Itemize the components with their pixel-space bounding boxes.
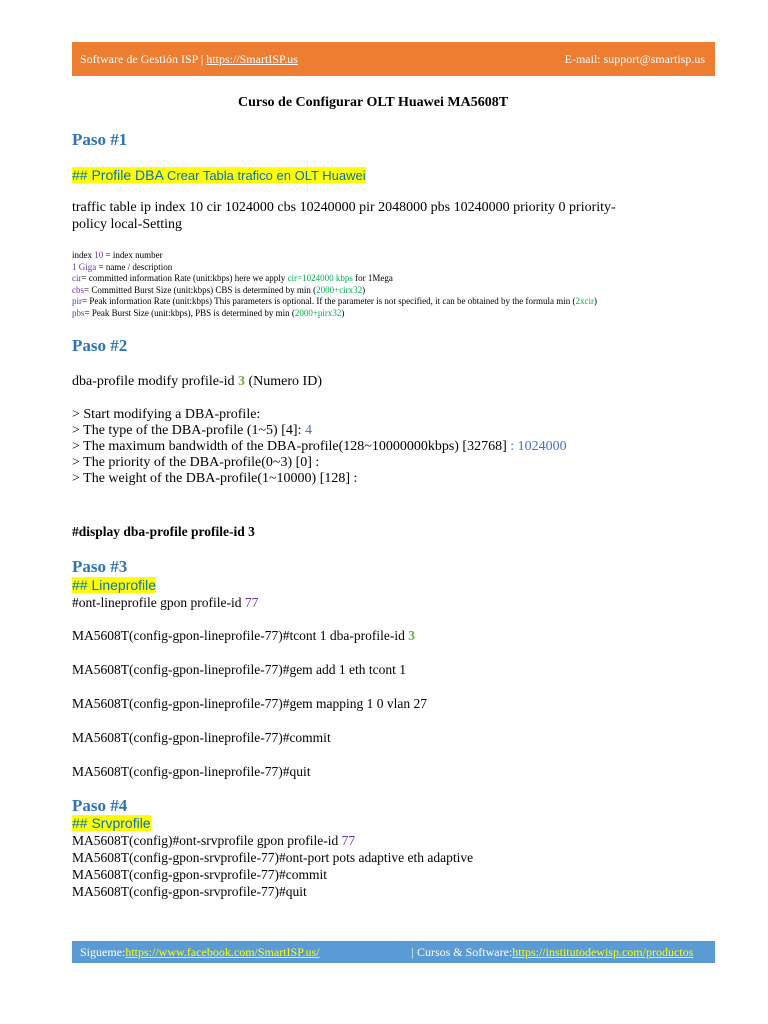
page-footer [72, 941, 715, 963]
paso1-highlight-text: ## Profile DBA Crear Tabla trafico en OLT Huawei [72, 167, 366, 183]
paso3-line1: #ont-lineprofile gpon profile-id 77 [72, 595, 259, 610]
paso2-command: dba-profile modify profile-id 3 (Numero ID) [72, 374, 322, 389]
paso4-line2: MA5608T(config-gpon-srvprofile-77)#ont-port pots adaptive eth adaptive [72, 850, 474, 865]
page-header [72, 42, 715, 76]
note-index: index 10 = index number [72, 250, 163, 260]
note-cbs: cbs= Committed Burst Size (unit:kbps) CBS is determined by min (2000+cirx32) [72, 284, 366, 295]
paso1-notes [72, 250, 597, 319]
paso3-line4: MA5608T(config-gpon-lineprofile-77)#gem mapping 1 0 vlan 27 [72, 696, 428, 711]
paso2-line: > The priority of the DBA-profile(0~3) [0] : [72, 455, 320, 470]
paso2-heading: Paso #2 [72, 336, 128, 355]
paso1-command-line2: policy local-Setting [72, 217, 183, 232]
facebook-link[interactable]: https://www.facebook.com/SmartISP.us/ [125, 944, 320, 959]
header-left-text: Software de Gestión ISP | [80, 51, 207, 66]
note-pbs: pbs= Peak Burst Size (unit:kbps), PBS is determined by min (2000+pirx32) [72, 307, 345, 318]
paso2-line: > The type of the DBA-profile (1~5) [4]: 4 [72, 423, 312, 438]
note-giga: 1 Giga = name / description [72, 261, 173, 272]
paso3-line6: MA5608T(config-gpon-lineprofile-77)#quit [72, 764, 311, 779]
paso2-lines [72, 407, 567, 487]
header-left [80, 52, 298, 67]
paso1-highlight [72, 167, 366, 185]
paso4-line3: MA5608T(config-gpon-srvprofile-77)#commit [72, 867, 327, 882]
paso2-line: > Start modifying a DBA-profile: [72, 407, 261, 422]
paso1-heading: Paso #1 [72, 130, 128, 149]
paso1-command-line1: traffic table ip index 10 cir 1024000 cbs 10240000 pir 2048000 pbs 10240000 priority 0 priority- [72, 200, 616, 215]
paso3-highlight: ## Lineprofile [72, 577, 157, 593]
note-pir: pir= Peak information Rate (unit:kbps) This parameters is optional. If the parameter is not specified, it can be obtained by the formula min (2xcir) [72, 296, 598, 306]
footer-courses-text: | Cursos & Software: [411, 944, 513, 959]
paso3-line3: MA5608T(config-gpon-lineprofile-77)#gem add 1 eth tcont 1 [72, 662, 407, 677]
paso3-line2: MA5608T(config-gpon-lineprofile-77)#tcont 1 dba-profile-id 3 [72, 628, 416, 643]
paso4-line4: MA5608T(config-gpon-srvprofile-77)#quit [72, 884, 307, 899]
paso4-highlight: ## Srvprofile [72, 815, 151, 831]
footer-follow-text: Sigueme: [80, 944, 126, 959]
paso2-line: > The maximum bandwidth of the DBA-profile(128~10000000kbps) [32768] : 1024000 [72, 439, 567, 454]
institute-link[interactable]: https://institutodewisp.com/productos [512, 944, 694, 959]
paso4-line1: MA5608T(config)#ont-srvprofile gpon profile-id 77 [72, 833, 356, 848]
document-title: Curso de Configurar OLT Huawei MA5608T [238, 95, 509, 110]
paso3-line5: MA5608T(config-gpon-lineprofile-77)#commit [72, 730, 331, 745]
paso4-heading: Paso #4 [72, 796, 128, 815]
paso2-display: #display dba-profile profile-id 3 [72, 524, 255, 539]
header-email: E-mail: support@smartisp.us [564, 51, 705, 66]
smartisp-link[interactable]: https://SmartISP.us [206, 51, 298, 66]
paso3-heading: Paso #3 [72, 557, 128, 576]
paso2-line: > The weight of the DBA-profile(1~10000) [128] : [72, 471, 358, 486]
note-cir: cir= committed information Rate (unit:kbps) here we apply cir=1024000 kbps for 1Mega [72, 273, 393, 283]
